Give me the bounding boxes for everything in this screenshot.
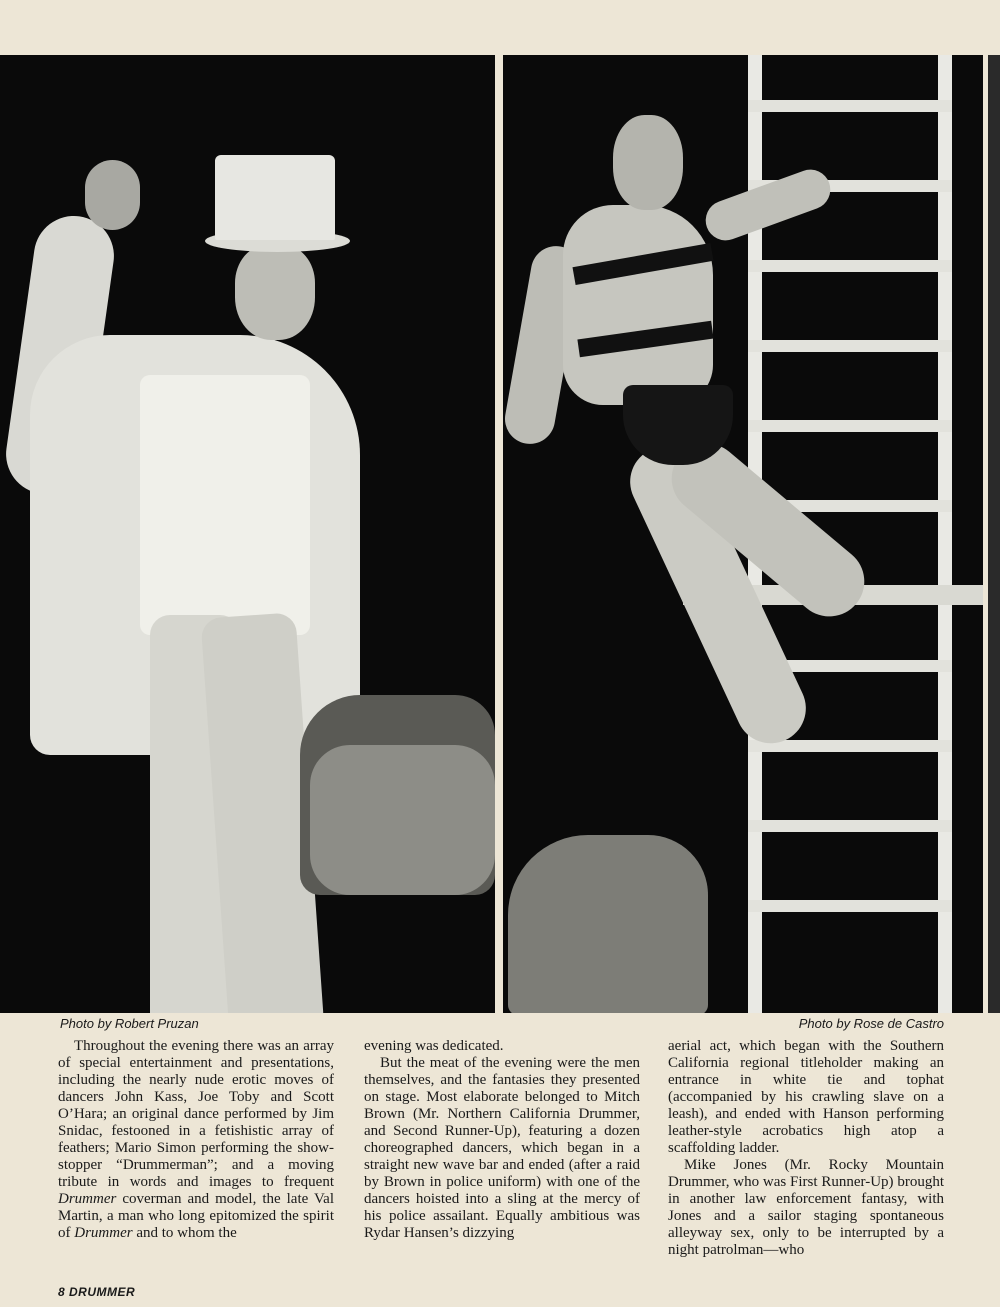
paragraph-text: Throughout the evening there was an array of special entertainment and presentations, including the nearly nude erotic moves of dancers John Kass, Joe Toby and Scott O’Hara; an original dance performed by Jim Snidac, festooned in a fetishistic array of feathers; Mario Simon performing the show-stopper “Drummerman”; and a moving tribute in words and images to frequent — [58, 1038, 334, 1190]
ladder-rung — [748, 100, 952, 112]
performer-face — [235, 245, 315, 340]
ladder-rung — [748, 340, 952, 352]
article-paragraph: Mike Jones (Mr. Rocky Mountain Drummer, who was First Runner-Up) brought in another law enforcement fantasy, with Jones and a sailor staging spontaneous alleyway sex, only to be interrupted by a night patrolman—who — [668, 1157, 944, 1258]
paragraph-text: coverman and model, the late Val Martin, a man who long epitomized the spirit of — [58, 1191, 334, 1241]
article-column-1 — [58, 1038, 334, 1242]
raised-hand — [85, 160, 140, 230]
ladder-rung — [748, 260, 952, 272]
publication-name: Drummer — [74, 1225, 133, 1241]
performer-head — [613, 115, 683, 210]
adjacent-photo-edge — [988, 55, 1000, 1013]
article-column-3 — [668, 1038, 944, 1259]
article-paragraph: aerial act, which began with the Southern California regional titleholder making an entrance in white tie and tophat (accompanied by his crawling slave on a leash), and ended with Hanson performing leather-style acrobatics high atop a scaffolding ladder. — [668, 1038, 944, 1156]
ladder-rung — [748, 820, 952, 832]
publication-name: Drummer — [58, 1191, 117, 1207]
article-paragraph: But the meat of the evening were the men themselves, and the fantasies they presented on stage. Most elaborate belonged to Mitch Brown (Mr. Northern California Drummer, and Second Runner-Up), featuring a dozen choreographed dancers, which began in a straight new wave bar and ended (after a raid by Brown in police uniform) with one of the dancers hoisted into a sling at the mercy of his police assailant. Equally ambitious was Rydar Hansen’s dizzying — [364, 1055, 640, 1241]
photo-right-aerial-act — [503, 55, 983, 1013]
figure-below-ladder — [508, 835, 708, 1013]
article-paragraph — [58, 1038, 334, 1242]
performer-arm-right — [700, 164, 836, 246]
photo-credit-right: Photo by Rose de Castro — [798, 1016, 944, 1031]
page-folio: 8 DRUMMER — [58, 1285, 136, 1299]
crawling-figure-back — [310, 745, 495, 895]
article-column-2 — [364, 1038, 640, 1242]
photo-credit-left: Photo by Robert Pruzan — [60, 1016, 199, 1031]
ladder-rail-right — [938, 55, 952, 1013]
ladder-rung — [748, 420, 952, 432]
article-paragraph: evening was dedicated. — [364, 1038, 504, 1054]
white-vest — [140, 375, 310, 635]
ladder-rung — [748, 900, 952, 912]
photo-left-dancer-top-hat — [0, 55, 495, 1013]
paragraph-text: and to whom the — [132, 1225, 237, 1241]
top-hat — [215, 155, 335, 240]
performer-torso — [563, 205, 713, 405]
